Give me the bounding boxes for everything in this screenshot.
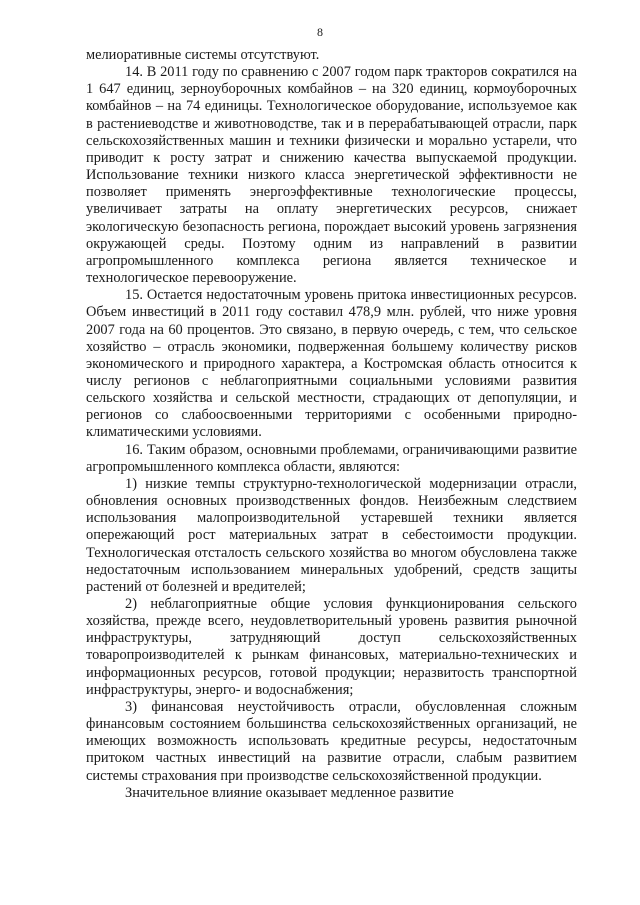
paragraph-final: Значительное влияние оказывает медленное развитие	[125, 784, 454, 801]
page-number: 8	[317, 25, 323, 39]
paragraph-14: 14. В 2011 году по сравнению с 2007 годом парк тракторов сократился на 1 647 единиц, зерноуборочных комбайнов – на 320 единиц, кормоуборочных комбайнов – на 74 единицы. Технологическое оборудование, используемое как в растениеводстве и животноводстве, так и в перерабатывающей отрасли, парк сельскохозяйственных машин и техники физически и морально устарели, что приводит к росту затрат и снижению качества выпускаемой продукции. Использование техники низкого класса энергетической эффективности не позволяет применять энергоэффективные технологические процессы, увеличивает затраты на оплату энергетических ресурсов, снижает экологическую безопасность региона, порождает высокий уровень загрязнения окружающей среды. Поэтому одним из направлений в развитии агропромышленного комплекса региона является техническое и технологическое перевооружение.	[86, 64, 577, 287]
problem-item-2: 2) неблагоприятные общие условия функционирования сельского хозяйства, прежде всего, неудовлетворительный уровень развития рыночной инфраструктуры, затрудняющий доступ сельскохозяйственных товаропроизводителей к рынкам финансовых, материально-технических и информационных ресурсов, готовой продукции; неразвитость транспортной инфраструктуры, энерго- и водоснабжения;	[86, 596, 577, 698]
problem-item-3: 3) финансовая неустойчивость отрасли, обусловленная сложным финансовым состоянием большинства сельскохозяйственных организаций, не имеющих возможность использовать кредитные ресурсы, недостаточным притоком частных инвестиций на развитие отрасли, слабым развитием системы страхования при производстве сельскохозяйственной продукции.	[86, 698, 577, 784]
paragraph-16: 16. Таким образом, основными проблемами, ограничивающими развитие агропромышленного комплекса области, являются:	[86, 441, 577, 475]
problem-item-1: 1) низкие темпы структурно-технологической модернизации отрасли, обновления основных производственных фондов. Неизбежным следствием использования малопроизводительной устаревшей техники является опережающий рост материальных затрат в себестоимости продукции. Технологическая отсталость сельского хозяйства во многом обусловлена также недостаточным использованием минеральных удобрений, средств защиты растений от болезней и вредителей;	[86, 475, 577, 595]
paragraph-15: 15. Остается недостаточным уровень притока инвестиционных ресурсов. Объем инвестиций в 2011 году составил 478,9 млн. рублей, что ниже уровня 2007 года на 60 процентов. Это связано, в первую очередь, с тем, что сельское хозяйство – отрасль экономики, подверженная большему количеству рисков экономического и природного характера, а Костромская область относится к числу регионов с неблагоприятными социальными условиями развития сельского хозяйства и сельской местности, страдающих от депопуляции, и регионов со слабоосвоенными территориями с особенными природно-климатическими условиями.	[86, 287, 577, 441]
document-body	[86, 47, 577, 802]
paragraph-continuation: мелиоративные системы отсутствуют.	[86, 47, 320, 63]
